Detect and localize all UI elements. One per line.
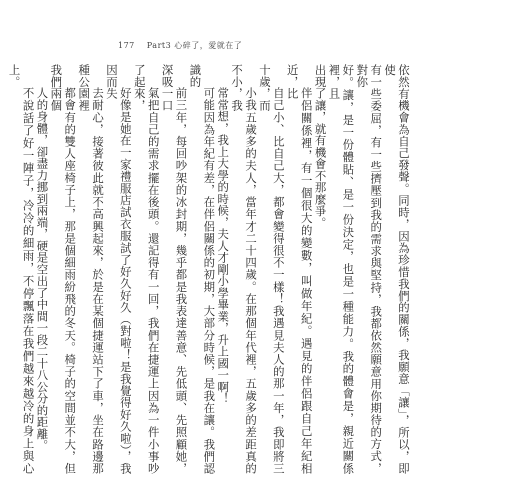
text-line: 不說話了好一陣子，冷冷的細雨，不停飄落在我們越來越冷的身上與心上。: [7, 64, 36, 474]
text-line: 可能因為年紀有差，在伴侶關係的初期，大部分時候，是我在讓。我們認識的: [188, 64, 217, 474]
text-line: 人的身體，卻盡力挪到兩端，硬是空出了中間一段二十八公分的距離。: [35, 86, 50, 452]
text-line: 伴侶關係裡，有一個很大的變數，叫做年紀。遇見的伴侶跟自己年紀相近，比: [285, 64, 314, 474]
running-header: [118, 40, 242, 51]
text-line: 好像是她在一家禮服店試衣服試了好久好久（對啦！是我覺得好久啦），我因而失: [104, 64, 133, 474]
paragraph: [7, 64, 35, 474]
text-line: 有一些委屈，有一些擠壓到我的需求與堅持，我都依然願意用你期待的方式，對你: [355, 64, 384, 474]
text-line: 去耐心，接著彼此就不高興起來，於是在某個捷運站下了車，坐在路邊那種公園裡: [77, 64, 106, 474]
text-line: 小我五歲多的夫人，當年才二十四歲。在那個年代裡，五歲多的差距真的不小，我: [230, 64, 259, 474]
text-line: 出現了讓，就有機會不那麼爭。: [313, 64, 328, 229]
paragraph: [35, 64, 216, 474]
paragraph: [313, 64, 410, 474]
page-number: 177: [118, 41, 135, 50]
vertical-text-body: [7, 64, 411, 474]
text-line: 氣把自己的需求擺在後頭。還記得有一回，我們在捷運上因為一件小事吵了起來，: [132, 64, 161, 474]
text-line: 常常想，我上大學的時候，夫人才剛小學畢業，升上國一啊！: [216, 86, 231, 405]
text-line: 依然有機會為自己發聲。同時，因為珍惜我們的關係，我願意「讓」，所以，即使: [383, 64, 411, 474]
text-line: 都會有的雙人座椅子上，那是個細雨紛飛的冬天。椅子的空間並不大，但我們兩個: [49, 64, 78, 474]
section-title: Part3 心碎了，愛就在了: [146, 41, 243, 50]
text-line: 前三年，每回吵架的冰封期，幾乎都是我表達善意、先低頭、先照顧她，深吸一口: [160, 64, 189, 474]
text-line: 自己小、比自己大，都會變得很不一樣！我遇見夫人的那一年，我即將三十歲，而: [257, 64, 286, 474]
text-line: 好。讓，是一份體貼、是一份決定，也是一種能力。我的體會是，親近關係裡，且: [327, 64, 356, 474]
paragraph: [215, 64, 312, 474]
